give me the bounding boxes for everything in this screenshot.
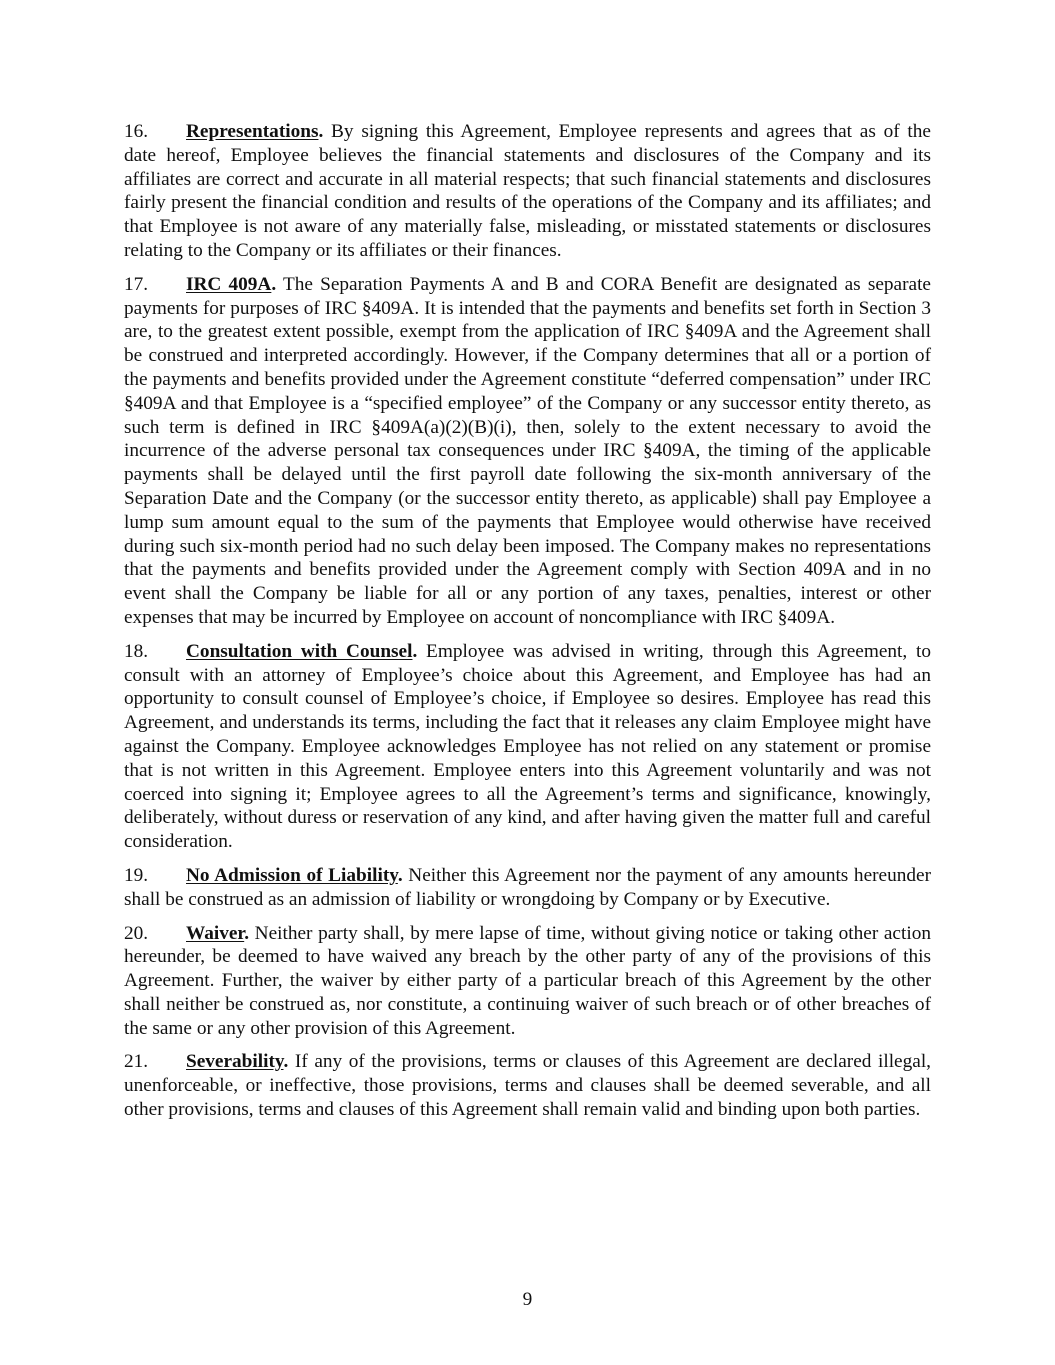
section-body: Employee was advised in writing, through this Agreement, to consult with an attorney of Employee’s choice about this Agreement, and Employee has had an opportunity to consult counsel of Employee’s choice, if Employee so desires. Employee has read this Agreement, and understands its terms, including the fact that it releases any claim Employee might have against the Company. Employee acknowledges Employee has not relied on any statement or promise that is not written in this Agreement. Employee enters into this Agreement voluntarily and was not coerced into signing it; Employee agrees to all the Agreement’s terms and significance, knowingly, deliberately, without duress or reservation of any kind, and after having given the matter full and careful consideration. <box>124 640 931 853</box>
section-heading-punct: . <box>412 640 418 662</box>
section-20 <box>124 922 931 1041</box>
section-17 <box>124 273 931 630</box>
section-heading: Representations <box>186 121 319 142</box>
section-number: 17. <box>124 273 149 295</box>
section-number: 21. <box>124 1051 149 1073</box>
section-heading: Consultation with Counsel <box>186 640 413 662</box>
section-heading-punct: . <box>397 864 403 886</box>
section-19 <box>124 864 931 912</box>
section-number: 18. <box>124 640 149 662</box>
section-number: 20. <box>124 922 149 944</box>
section-number: 16. <box>124 121 149 142</box>
section-heading-punct: . <box>271 273 277 295</box>
section-heading: IRC 409A <box>186 273 272 295</box>
section-heading-punct: . <box>283 1051 289 1073</box>
section-heading: Waiver <box>186 922 245 944</box>
document-page <box>124 120 931 1132</box>
section-heading-punct: . <box>318 121 324 142</box>
section-body: If any of the provisions, terms or clauses of this Agreement are declared illegal, unenforceable, or ineffective, those provisions, terms and clauses shall be deemed severable, and all other provisions, terms and clauses of this Agreement shall remain valid and binding upon both parties. <box>124 1051 931 1121</box>
section-body: Neither party shall, by mere lapse of time, without giving notice or taking other action hereunder, be deemed to have waived any breach by the other party of any of the provisions of this Agreement. Further, the waiver by either party of a particular breach of this Agreement by the other shall neither be construed as, nor constitute, a continuing waiver of such breach or of other breaches of the same or any other provision of this Agreement. <box>124 922 931 1039</box>
section-body: The Separation Payments A and B and CORA Benefit are designated as separate payments for purposes of IRC §409A. It is intended that the payments and benefits set forth in Section 3 are, to the greatest extent possible, exempt from the application of IRC §409A and the Agreement shall be construed and interpreted accordingly. However, if the Company determines that all or a portion of the payments and benefits provided under the Agreement constitute “deferred compensation” under IRC §409A and that Employee is a “specified employee” of the Company or any successor entity thereto, as such term is defined in IRC §409A(a)(2)(B)(i), then, solely to the extent necessary to avoid the incurrence of the adverse personal tax consequences under IRC §409A, the timing of the applicable payments shall be delayed until the first payroll date following the six-month anniversary of the Separation Date and the Company (or the successor entity thereto, as applicable) shall pay Employee a lump sum amount equal to the sum of the payments that Employee would otherwise have received during such six-month period had no such delay been imposed. The Company makes no representations that the payments and benefits provided under the Agreement comply with Section 409A and in no event shall the Company be liable for all or any portion of any taxes, penalties, interest or other expenses that may be incurred by Employee on account of noncompliance with IRC §409A. <box>124 273 931 628</box>
section-21 <box>124 1050 931 1121</box>
section-heading: Severability <box>186 1051 284 1073</box>
section-heading-punct: . <box>244 922 250 944</box>
section-heading: No Admission of Liability <box>186 864 398 886</box>
section-body: By signing this Agreement, Employee represents and agrees that as of the date hereof, Employee believes the financial statements and disclosures of the Company and its affiliates are correct and accurate in all material respects; that such financial statements and disclosures fairly present the financial condition and results of the operations of the Company and its affiliates; and that Employee is not aware of any materially false, misleading, or misstated statements or disclosures relating to the Company or its affiliates or their finances. <box>124 121 931 261</box>
section-16 <box>124 120 931 263</box>
page-number: 9 <box>522 1289 533 1310</box>
section-body: Neither this Agreement nor the payment of any amounts hereunder shall be construed as an admission of liability or wrongdoing by Company or by Executive. <box>124 864 932 910</box>
section-number: 19. <box>124 864 149 886</box>
section-18 <box>124 640 931 854</box>
